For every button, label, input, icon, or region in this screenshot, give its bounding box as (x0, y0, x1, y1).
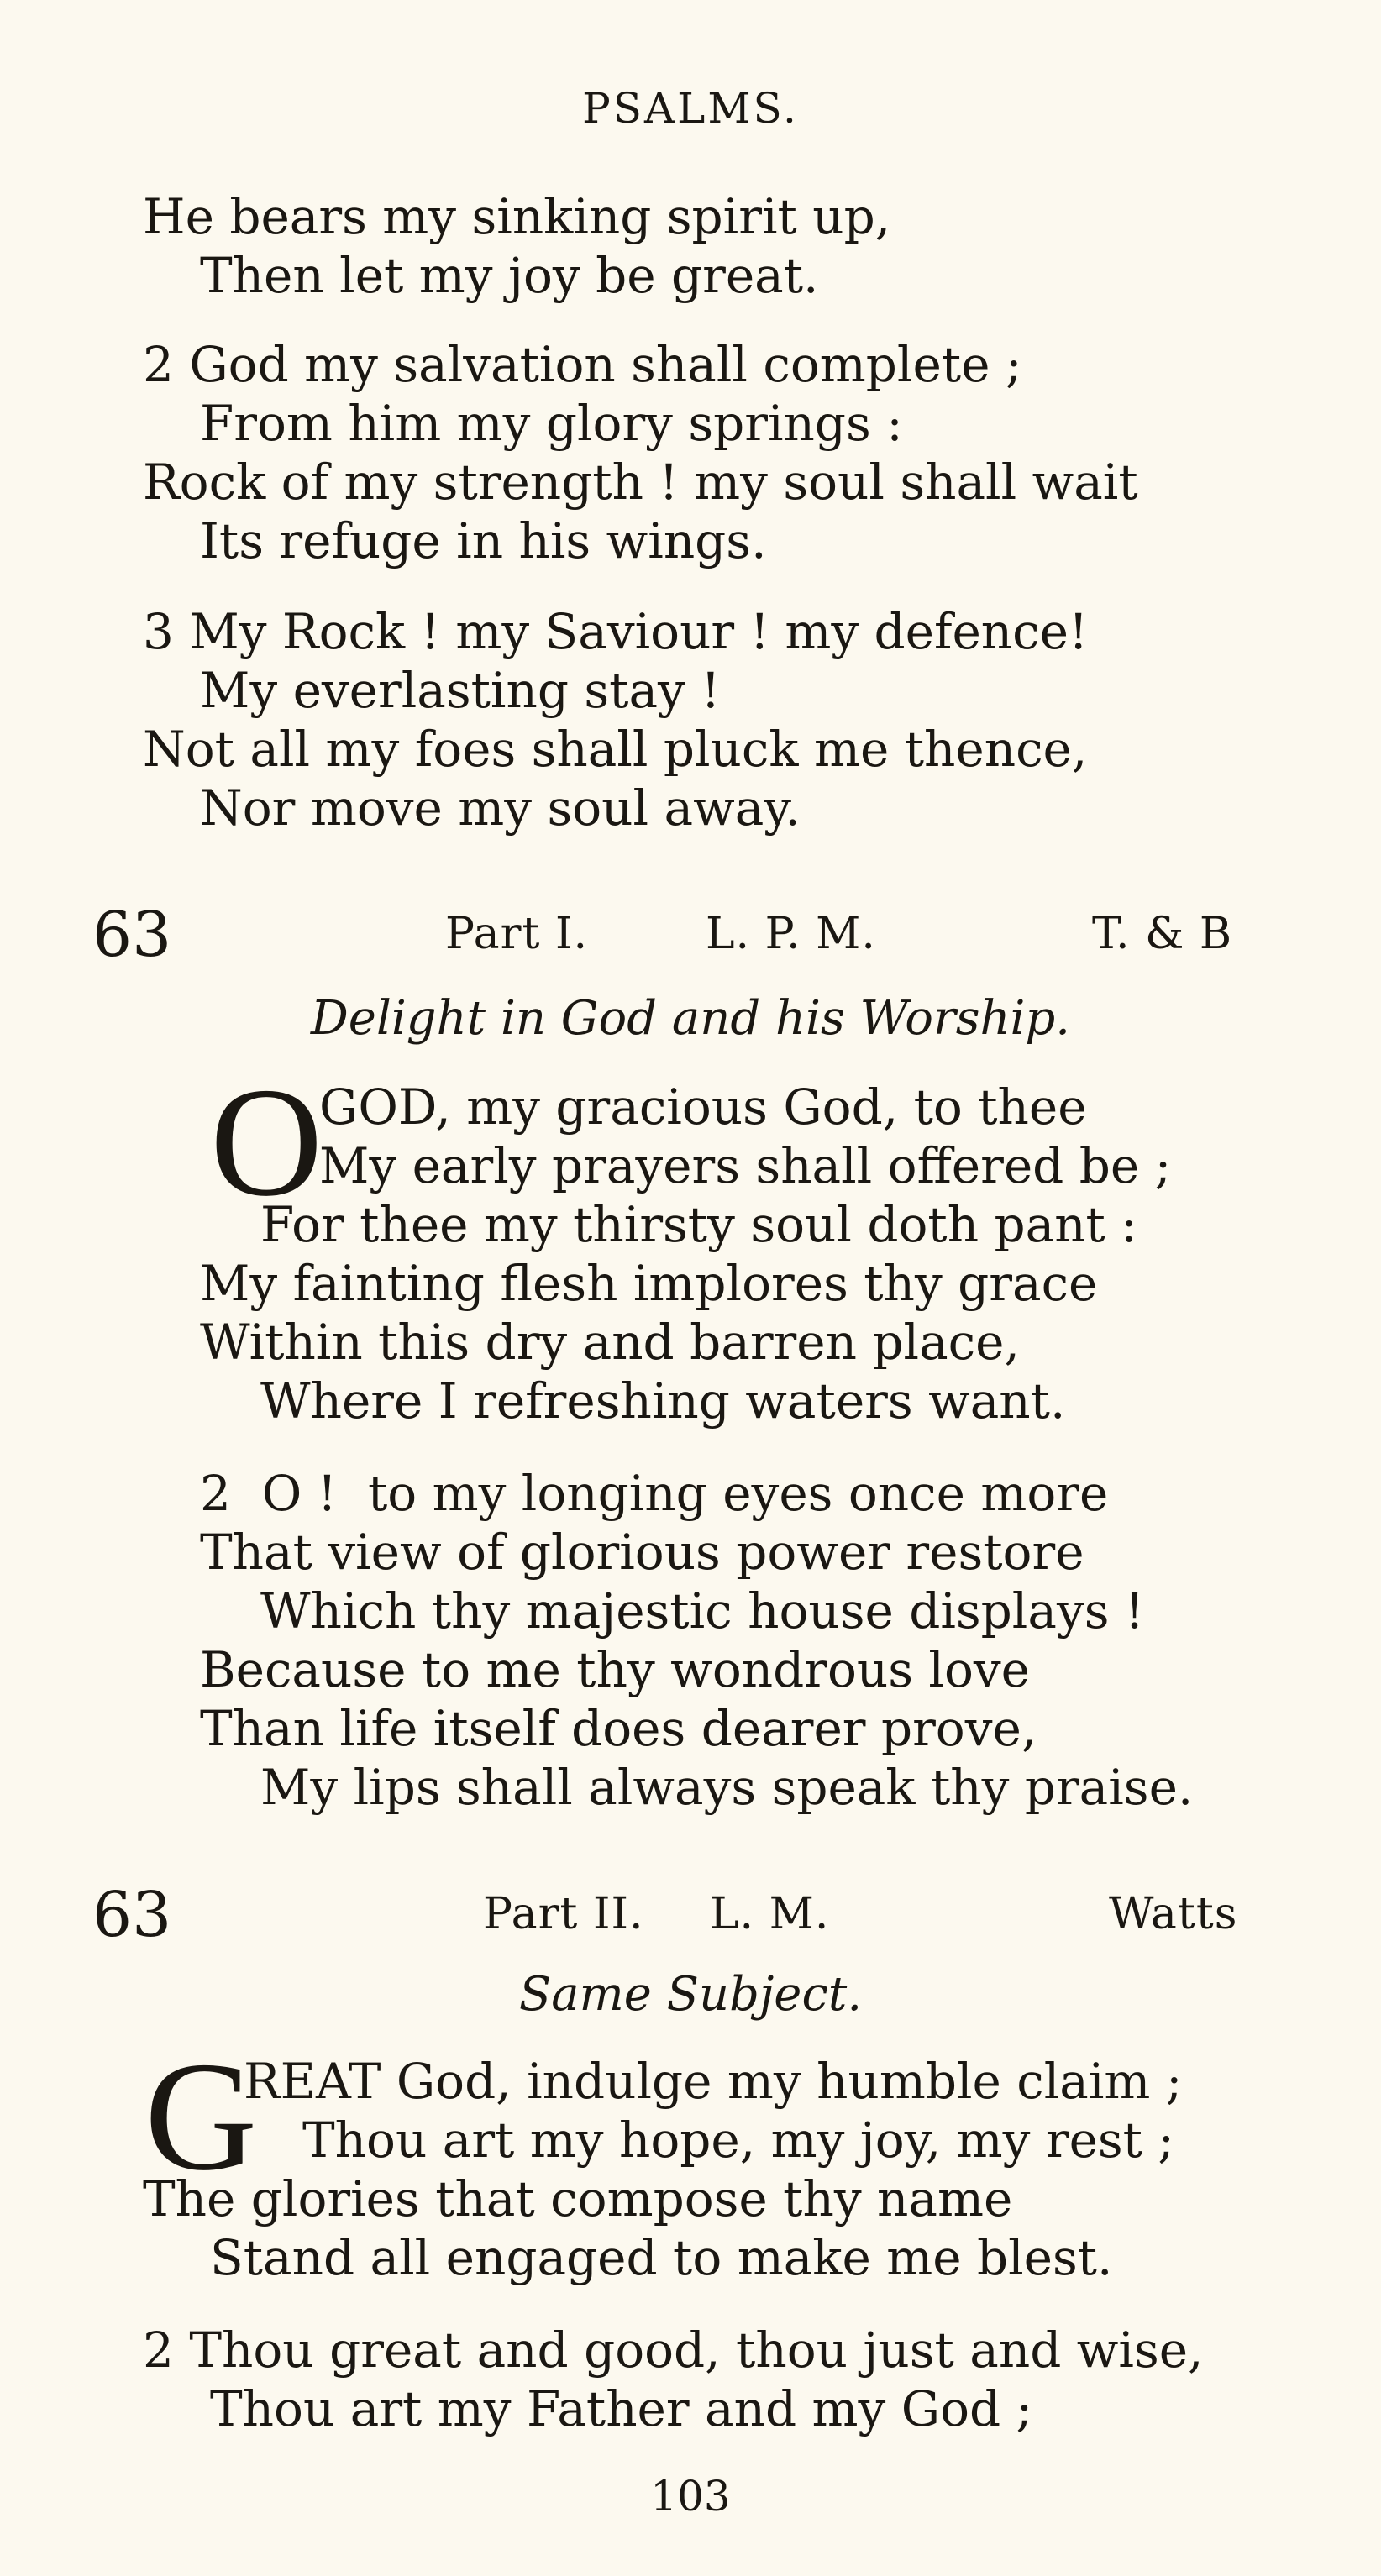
verse-line: Thou art my Father and my God ; (210, 2380, 1033, 2437)
hymn-meter: L. P. M. (706, 909, 876, 959)
verse-line: Which thy majestic house displays ! (260, 1582, 1145, 1640)
verse-line: 2 God my salvation shall complete ; (143, 336, 1022, 393)
hymn-subtitle: Same Subject. (518, 1967, 863, 2022)
verse-line: Than life itself does dearer prove, (200, 1700, 1037, 1757)
hymn-part: Part I. (445, 909, 589, 959)
verse-line: From him my glory springs : (200, 395, 903, 452)
hymn-author: Watts (1109, 1889, 1238, 1939)
verse-line: 2 Thou great and good, thou just and wise, (143, 2322, 1204, 2379)
verse-line: My lips shall always speak thy praise. (260, 1759, 1194, 1816)
hymn-number: 63 (92, 1879, 172, 1951)
verse-line: Its refuge in his wings. (200, 512, 767, 569)
hymn-subtitle: Delight in God and his Worship. (310, 991, 1071, 1046)
verse-line: Then let my joy be great. (200, 247, 819, 304)
verse-line: Stand all engaged to make me blest. (210, 2229, 1113, 2286)
hymn-author: T. & B (1092, 909, 1233, 959)
verse-line: For thee my thirsty soul doth pant : (260, 1196, 1137, 1253)
drop-cap: G (144, 2030, 258, 2203)
hymn-number: 63 (92, 899, 172, 971)
verse-line: My early prayers shall offered be ; (319, 1137, 1172, 1194)
verse-line: Rock of my strength ! my soul shall wait (143, 454, 1138, 511)
verse-line: Nor move my soul away. (200, 779, 801, 837)
verse-line: The glories that compose thy name (143, 2170, 1013, 2227)
drop-cap: O (210, 1056, 323, 1229)
page-number: 103 (650, 2472, 731, 2521)
verse-line: REAT God, indulge my humble claim ; (244, 2053, 1183, 2110)
verse-line: Not all my foes shall pluck me thence, (143, 721, 1088, 778)
verse-line: 3 My Rock ! my Saviour ! my defence! (143, 603, 1089, 660)
verse-line: Thou art my hope, my joy, my rest ; (302, 2112, 1174, 2169)
running-header: PSALMS. (582, 84, 799, 133)
verse-line: Within this dry and barren place, (200, 1314, 1020, 1371)
verse-line: My fainting flesh implores thy grace (200, 1255, 1098, 1312)
hymn-meter: L. M. (710, 1889, 830, 1939)
verse-line: 2 O ! to my longing eyes once more (200, 1465, 1109, 1522)
verse-line: My everlasting stay ! (200, 662, 721, 719)
verse-line: He bears my sinking spirit up, (143, 188, 891, 245)
verse-line: That view of glorious power restore (200, 1524, 1084, 1581)
verse-line: Where I refreshing waters want. (260, 1372, 1066, 1430)
hymn-part: Part II. (483, 1889, 644, 1939)
verse-line: GOD, my gracious God, to thee (319, 1078, 1087, 1136)
verse-line: Because to me thy wondrous love (200, 1641, 1030, 1698)
